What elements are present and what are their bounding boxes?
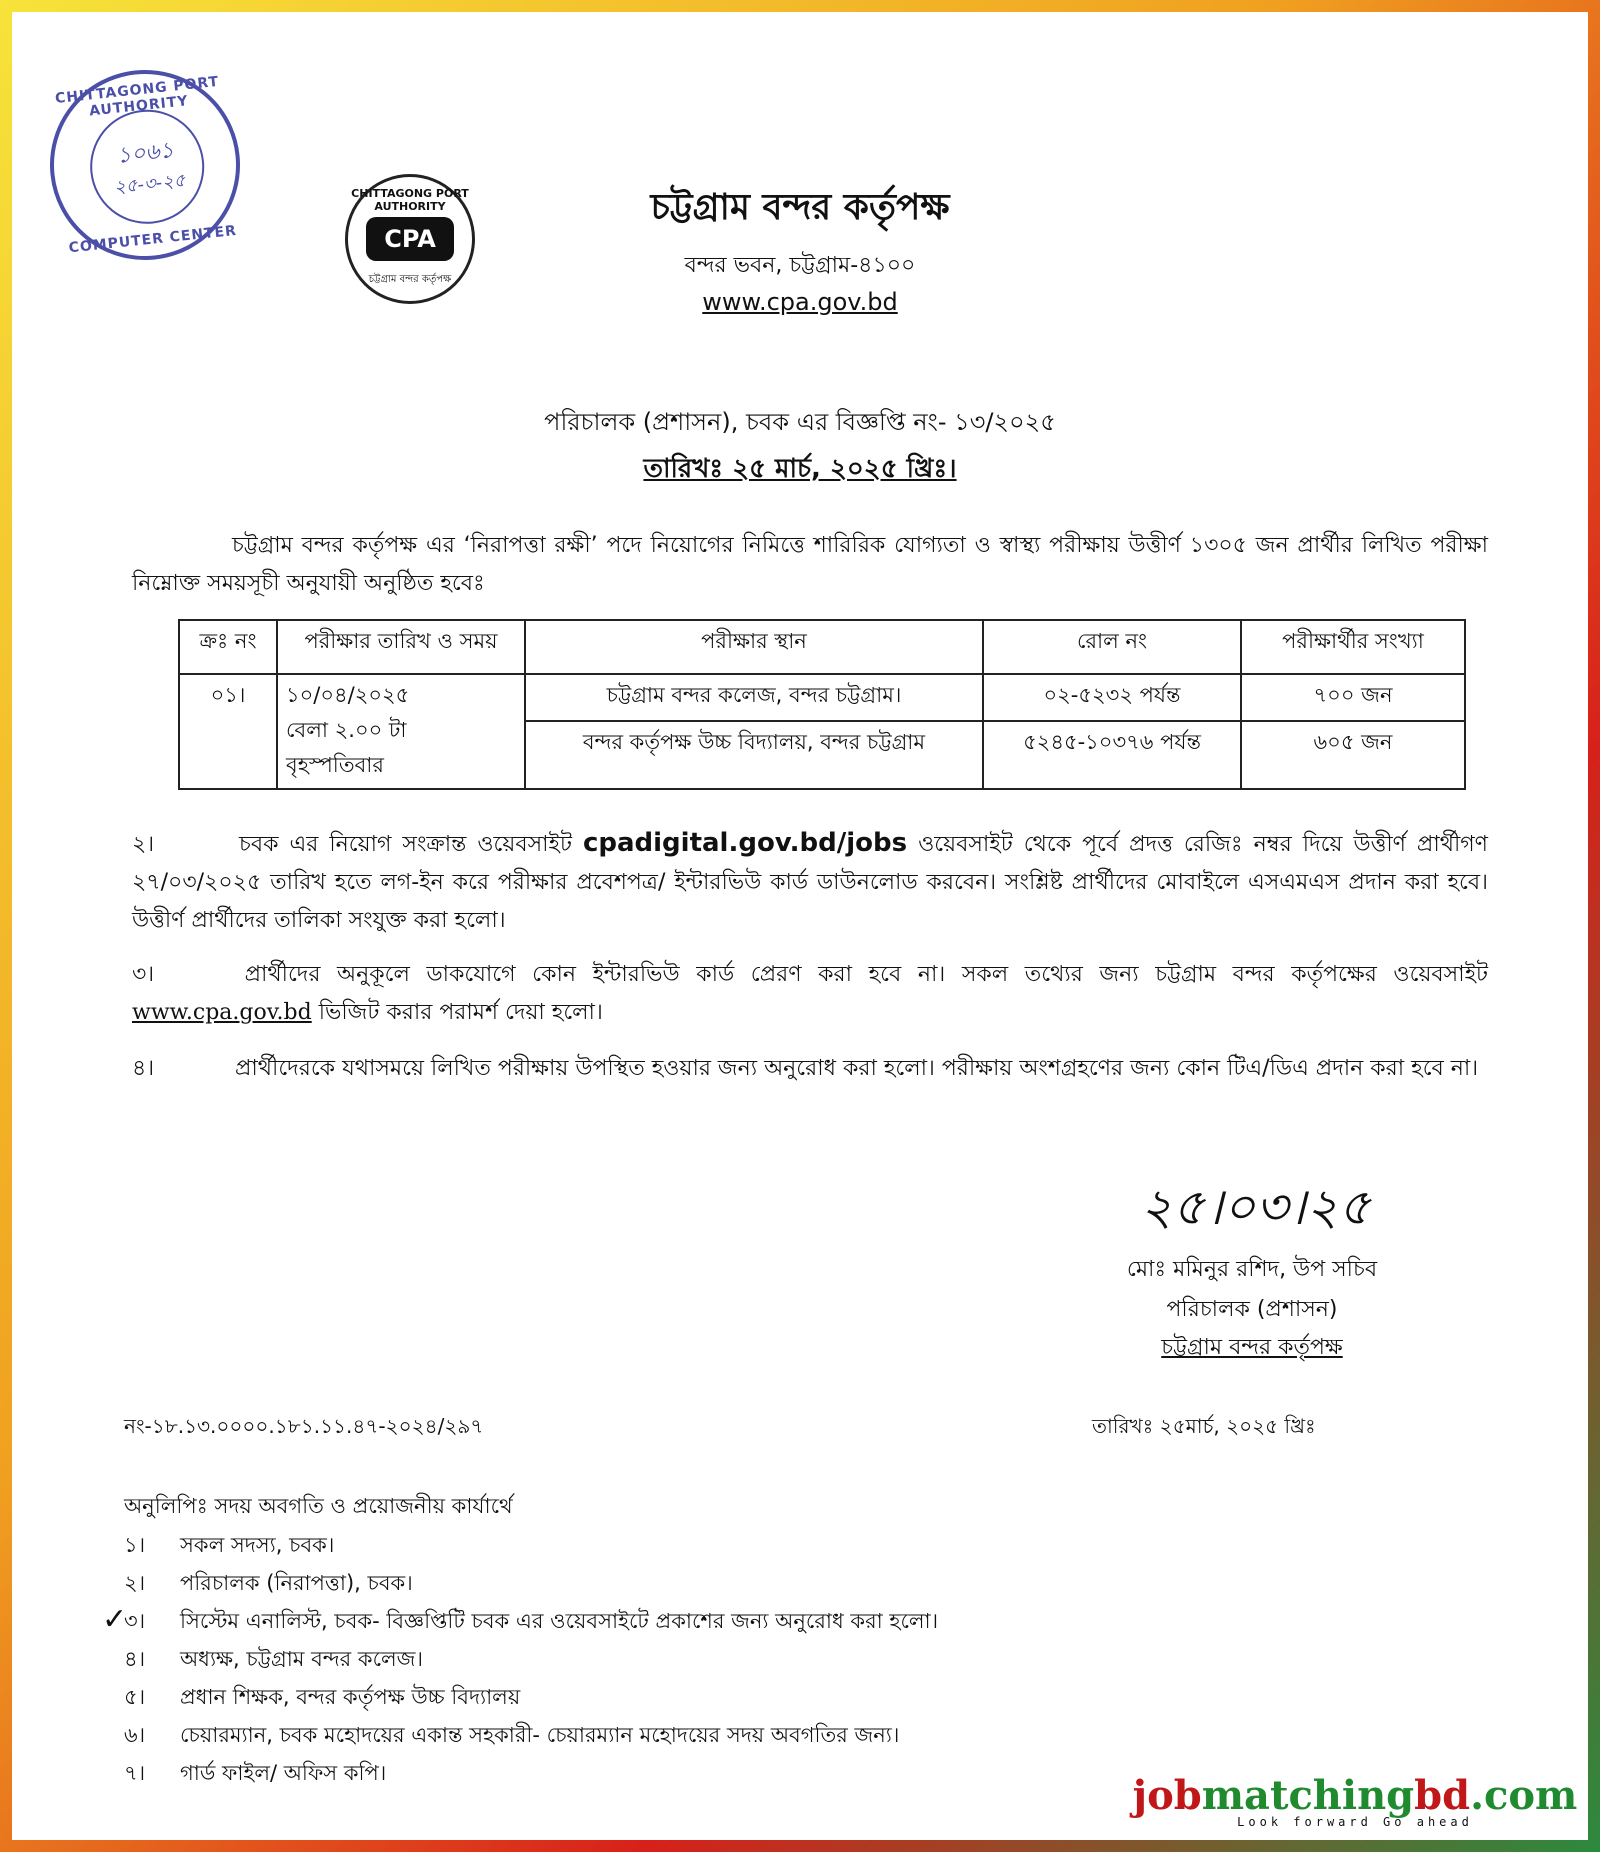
cell-venue: চট্টগ্রাম বন্দর কলেজ, বন্দর চট্টগ্রাম।: [525, 674, 983, 721]
jobmatchingbd-watermark: [1120, 1772, 1588, 1829]
cell-date: ১০/০৪/২০২৫: [286, 683, 410, 707]
memo-date: তারিখঃ ২৫মার্চ, ২০২৫ খ্রিঃ: [1092, 1414, 1316, 1438]
watermark-tagline: Look forward Go ahead: [1237, 1815, 1473, 1829]
paragraph-3: [132, 956, 1488, 1032]
signatory-name: মোঃ মমিনুর রশিদ, উপ সচিব: [1126, 1257, 1378, 1282]
copies-list: [124, 1526, 938, 1792]
paragraph-number: ২।: [132, 832, 155, 857]
list-item: ২। পরিচালক (নিরাপত্তা), চবক।: [124, 1571, 413, 1595]
p3-text-before: প্রার্থীদের অনুকূলে ডাকযোগে কোন ইন্টারভিউ কার্ড প্রেরণ করা হবে না। সকল তথ্যের জন্য চট্টগ্রাম বন্দর কর্তৃপক্ষের ওয়েবসাইট: [244, 962, 1489, 987]
signatory-org: চট্টগ্রাম বন্দর কর্তৃপক্ষ: [1161, 1335, 1343, 1360]
cell-time: বেলা ২.০০ টা: [286, 718, 407, 742]
cell-roll: ০২-৫২৩২ পর্যন্ত: [983, 674, 1241, 721]
th-roll: রোল নং: [983, 620, 1241, 674]
list-item: ৭। গার্ড ফাইল/ অফিস কপি।: [124, 1761, 387, 1785]
cell-count: ৭০০ জন: [1241, 674, 1465, 721]
logo-top-text: CHITTAGONG PORT AUTHORITY: [351, 187, 469, 213]
logo-mark: CPA: [366, 217, 454, 261]
list-item: ৩। সিস্টেম এনালিস্ট, চবক- বিজ্ঞপ্তিটি চবক এর ওয়েবসাইটে প্রকাশের জন্য অনুরোধ করা হলো।: [124, 1609, 939, 1633]
signature-handwritten-date: ২৫।০৩।২৫: [1140, 1178, 1371, 1236]
check-mark-icon: ✓: [102, 1602, 128, 1637]
list-item: ৫। প্রধান শিক্ষক, বন্দর কর্তৃপক্ষ উচ্চ বিদ্যালয়: [124, 1685, 521, 1709]
th-serial: ক্রঃ নং: [179, 620, 277, 674]
cell-count: ৬০৫ জন: [1241, 721, 1465, 789]
jobs-website-link[interactable]: cpadigital.gov.bd/jobs: [582, 828, 908, 858]
logo-bottom-text: চট্টগ্রাম বন্দর কর্তৃপক্ষ: [368, 274, 452, 285]
paragraph-4: [132, 1050, 1488, 1088]
cell-day: বৃহস্পতিবার: [286, 753, 384, 777]
table-header-row: [179, 620, 1465, 674]
notice-date: তারিখঃ ২৫ মার্চ, ২০২৫ খ্রিঃ।: [643, 454, 957, 484]
copies-heading: অনুলিপিঃ সদয় অবগতি ও প্রয়োজনীয় কার্যার্থে: [124, 1494, 513, 1518]
paragraph-number: ৪।: [132, 1056, 155, 1081]
cell-serial: ০১।: [179, 674, 277, 789]
p3-text-after: ভিজিট করার পরামর্শ দেয়া হলো।: [318, 1000, 603, 1025]
memo-number: নং-১৮.১৩.০০০০.১৮১.১১.৪৭-২০২৪/২৯৭: [124, 1414, 484, 1438]
list-item: ৬। চেয়ারম্যান, চবক মহোদয়ের একান্ত সহকারী- চেয়ারম্যান মহোদয়ের সদয় অবগতির জন্য।: [124, 1723, 900, 1747]
p2-text-after: ওয়েবসাইট থেকে পূর্বে প্রদত্ত রেজিঃ নম্বর দিয়ে উত্তীর্ণ প্রার্থীগণ ২৭/০৩/২০২৫ তারিখ হতে লগ-ইন করে পরীক্ষার প্রবেশপত্র/ ইন্টারভিউ কার্ড ডাউনলোড করবেন। সংশ্লিষ্ট প্রার্থীদের মোবাইলে এসএমএস প্রদান করা হবে। উত্তীর্ণ প্রার্থীদের তালিকা সংযুক্ত করা হলো।: [132, 832, 1488, 933]
cell-date-time: [277, 674, 525, 789]
th-date-time: পরীক্ষার তারিখ ও সময়: [277, 620, 525, 674]
seal-receipt-date: ২৫-৩-২৫: [113, 169, 187, 199]
th-count: পরীক্ষার্থীর সংখ্যা: [1241, 620, 1465, 674]
notice-number: পরিচালক (প্রশাসন), চবক এর বিজ্ঞপ্তি নং- ১৩/২০২৫: [544, 408, 1056, 436]
cell-venue: বন্দর কর্তৃপক্ষ উচ্চ বিদ্যালয়, বন্দর চট্টগ্রাম: [525, 721, 983, 789]
seal-ring-top: CHITTAGONG PORT AUTHORITY: [54, 73, 220, 120]
th-venue: পরীক্ষার স্থান: [525, 620, 983, 674]
org-address: বন্দর ভবন, চট্টগ্রাম-৪১০০: [684, 253, 916, 278]
notice-paper: [12, 12, 1588, 1840]
signatory-title: পরিচালক (প্রশাসন): [1166, 1297, 1338, 1322]
cpa-website-link[interactable]: www.cpa.gov.bd: [132, 1000, 312, 1025]
list-item: ৪। অধ্যক্ষ, চট্টগ্রাম বন্দর কলেজ।: [124, 1647, 423, 1671]
p4-text: প্রার্থীদেরকে যথাসময়ে লিখিত পরীক্ষায় উপস্থিত হওয়ার জন্য অনুরোধ করা হলো। পরীক্ষায় অংশগ্রহণের জন্য কোন টিএ/ডিএ প্রদান করা হবে না।: [235, 1056, 1479, 1081]
seal-ring-bottom: COMPUTER CENTER: [67, 222, 238, 257]
paragraph-number: ৩।: [132, 962, 155, 987]
table-row: [179, 674, 1465, 721]
list-item: ১। সকল সদস্য, চবক।: [124, 1533, 335, 1557]
exam-schedule-table: [178, 619, 1466, 790]
p2-text-before: চবক এর নিয়োগ সংক্রান্ত ওয়েবসাইট: [239, 832, 572, 857]
seal-receipt-no: ১০৬১: [115, 137, 176, 169]
paragraph-2: [132, 824, 1488, 940]
org-name: চট্টগ্রাম বন্দর কর্তৃপক্ষ: [650, 187, 950, 228]
cell-roll: ৫২৪৫-১০৩৭৬ পর্যন্ত: [983, 721, 1241, 789]
watermark-logo: jobmatchingbd.com: [1132, 1772, 1578, 1819]
org-website-link[interactable]: www.cpa.gov.bd: [702, 288, 898, 316]
intro-paragraph: চট্টগ্রাম বন্দর কর্তৃপক্ষ এর ‘নিরাপত্তা রক্ষী’ পদে নিয়োগের নিমিত্তে শারিরিক যোগ্যতা ও স্বাস্থ্য পরীক্ষায় উত্তীর্ণ ১৩০৫ জন প্রার্থীর লিখিত পরীক্ষা নিম্নোক্ত সময়সূচী অনুযায়ী অনুষ্ঠিত হবেঃ: [132, 533, 1488, 596]
